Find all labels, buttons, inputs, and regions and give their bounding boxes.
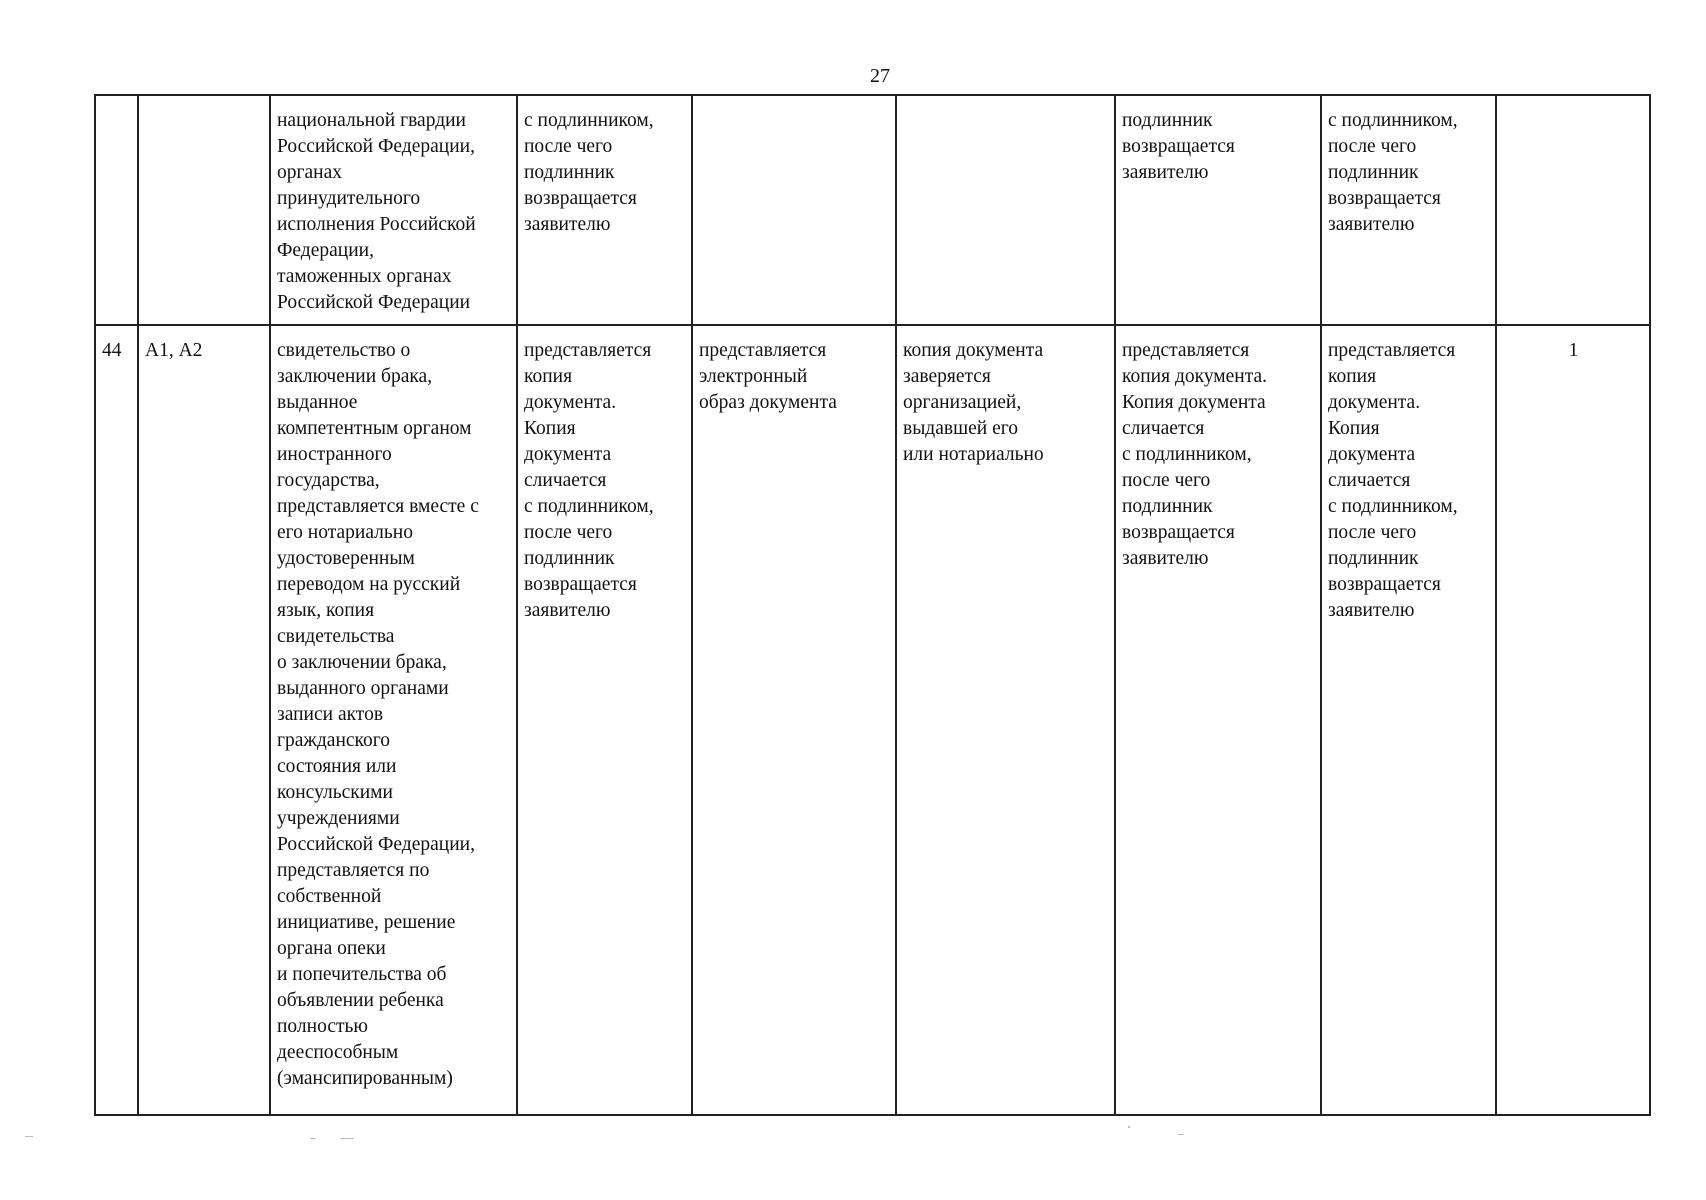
scan-speck <box>1128 1126 1130 1128</box>
electronic-submission-cell: представляется электронный образ документа <box>692 325 896 1115</box>
scan-speck <box>25 1136 33 1137</box>
mfc-submission-cell: подлинник возвращается заявителю <box>1115 95 1321 325</box>
table-row <box>95 325 1650 1115</box>
scan-speck <box>310 1138 316 1139</box>
document-name-cell: свидетельство о заключении брака, выданное компетентным органом иностранного государства, представляется вместе с его нотариально удостоверенным переводом на русский язык, копия свидетельства о заключении брака, выданного органами записи актов гражданского состояния или консульскими учреждениями Российской Федерации, представляется по собственной инициативе, решение органа опеки и попечительства об объявлении ребенка полностью дееспособным (эмансипированным) <box>270 325 517 1115</box>
postal-submission-cell: представляется копия документа. Копия документа сличается с подлинником, после чего подлинник возвращается заявителю <box>1321 325 1496 1115</box>
paper-submission-cell: с подлинником, после чего подлинник возвращается заявителю <box>517 95 692 325</box>
row-number-cell: 44 <box>95 325 138 1115</box>
postal-submission-cell: с подлинником, после чего подлинник возвращается заявителю <box>1321 95 1496 325</box>
mfc-submission-cell: представляется копия документа. Копия документа сличается с подлинником, после чего подлинник возвращается заявителю <box>1115 325 1321 1115</box>
electronic-submission-cell <box>692 95 896 325</box>
certification-requirements-cell: копия документа заверяется организацией, выдавшей его или нотариально <box>896 325 1115 1115</box>
scan-speck <box>1178 1134 1184 1135</box>
applicant-category-cell <box>138 95 270 325</box>
copies-count-cell <box>1496 95 1650 325</box>
documents-table <box>94 94 1651 1116</box>
page-number: 27 <box>870 65 890 87</box>
paper-submission-cell: представляется копия документа. Копия документа сличается с подлинником, после чего подлинник возвращается заявителю <box>517 325 692 1115</box>
copies-count-cell: 1 <box>1496 325 1650 1115</box>
row-number-cell <box>95 95 138 325</box>
certification-requirements-cell <box>896 95 1115 325</box>
scan-speck <box>340 1138 354 1139</box>
document-name-cell: национальной гвардии Российской Федерации, органах принудительного исполнения Российской Федерации, таможенных органах Российской Федерации <box>270 95 517 325</box>
applicant-category-cell: А1, А2 <box>138 325 270 1115</box>
table-row <box>95 95 1650 325</box>
